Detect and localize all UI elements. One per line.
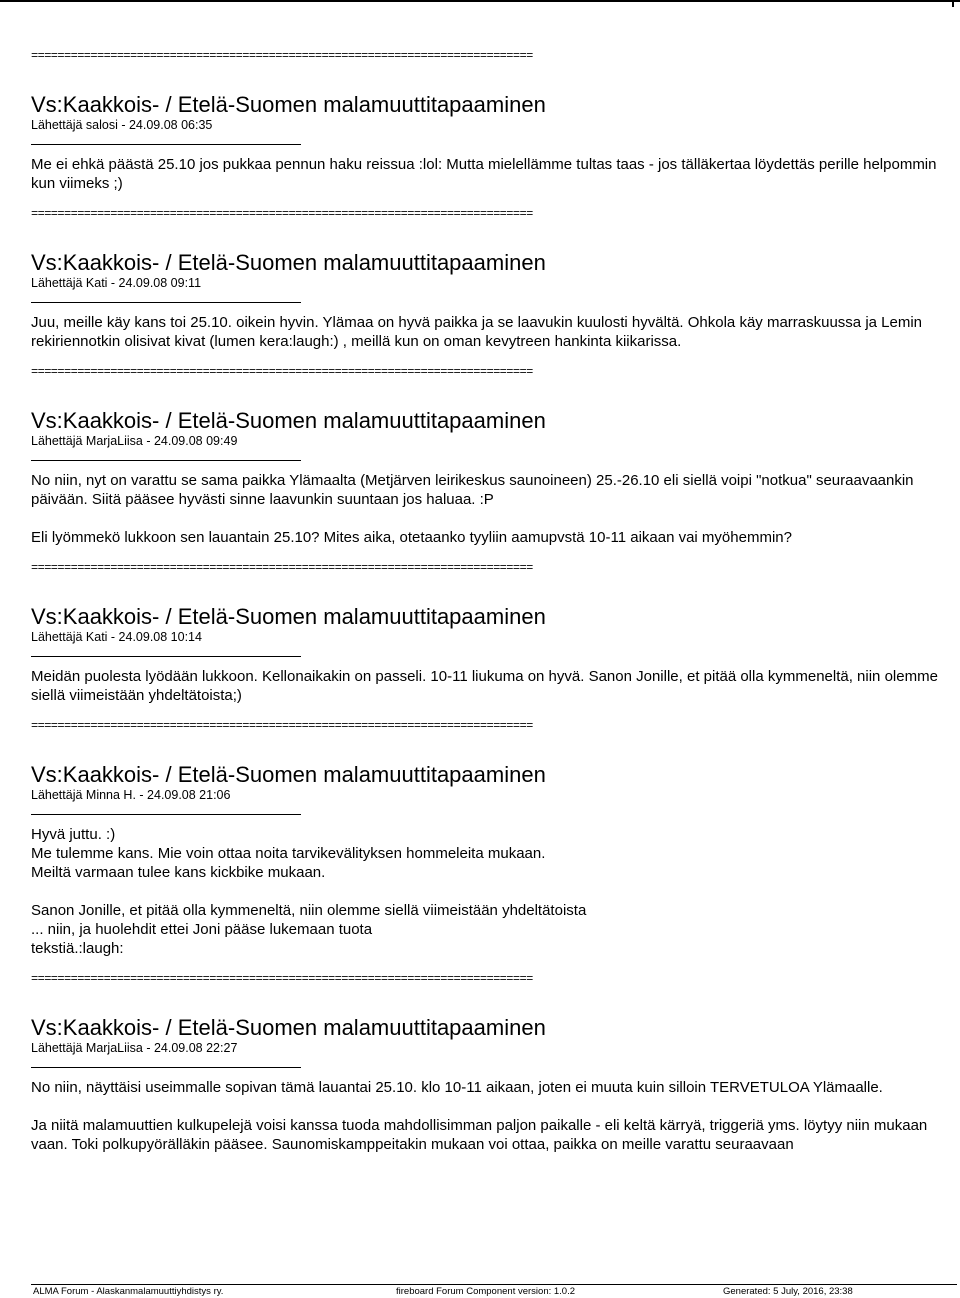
post-text-line: Eli lyömmekö lukkoon sen lauantain 25.10? Mites aika, otetaanko tyyliin aamupvstä 10-11 aikaan vai myöhemmin?: [31, 529, 792, 546]
post-title: Vs:Kaakkois- / Etelä-Suomen malamuuttitapaaminen: [31, 604, 546, 629]
post-text-line: Sanon Jonille, et pitää olla kymmeneltä, niin olemme siellä viimeistään yhdeltätoista: [31, 902, 587, 919]
post-title: Vs:Kaakkois- / Etelä-Suomen malamuuttitapaaminen: [31, 762, 546, 787]
post-header-rule: [31, 302, 301, 303]
post-header-rule: [31, 460, 301, 461]
post-text-line: Meiltä varmaan tulee kans kickbike mukaan.: [31, 864, 326, 881]
footer-component-version: fireboard Forum Component version: 1.0.2: [396, 1286, 576, 1297]
post-body: [31, 667, 957, 705]
post-separator: ============================================================================: [31, 49, 533, 63]
post-author-date: Lähettäjä MarjaLiisa - 24.09.08 09:49: [31, 434, 238, 448]
post-header-rule: [31, 144, 301, 145]
post-body: [31, 1078, 957, 1154]
post-paragraph: [31, 1078, 957, 1097]
footer-generated-date: Generated: 5 July, 2016, 23:38: [723, 1286, 853, 1297]
post-text-line: Meidän puolesta lyödään lukkoon. Kellonaikakin on passeli. 10-11 liukuma on hyvä. Sanon Jonille, et pitää olla kymmeneltä, niin olemme siellä viimeistään yhdeltätoista;): [31, 668, 938, 704]
post-title: Vs:Kaakkois- / Etelä-Suomen malamuuttitapaaminen: [31, 408, 546, 433]
post-paragraph: [31, 155, 957, 193]
top-rule-tick: [952, 0, 954, 7]
post-separator: ============================================================================: [31, 365, 533, 379]
post-author-date: Lähettäjä Kati - 24.09.08 09:11: [31, 276, 202, 290]
post-paragraph: [31, 1116, 957, 1154]
post-body: [31, 471, 957, 547]
post-author-date: Lähettäjä MarjaLiisa - 24.09.08 22:27: [31, 1041, 238, 1055]
post-paragraph: [31, 901, 957, 958]
post-body: [31, 825, 957, 958]
post-header-rule: [31, 1067, 301, 1068]
post-paragraph: [31, 471, 957, 509]
post-body: [31, 155, 957, 193]
page-footer: [31, 1284, 957, 1298]
post-text-line: ... niin, ja huolehdit ettei Joni pääse lukemaan tuota: [31, 921, 373, 938]
post-header-rule: [31, 814, 301, 815]
post-paragraph: [31, 667, 957, 705]
post-body: [31, 313, 957, 351]
post-title: Vs:Kaakkois- / Etelä-Suomen malamuuttitapaaminen: [31, 250, 546, 275]
post-paragraph: [31, 313, 957, 351]
post-title: Vs:Kaakkois- / Etelä-Suomen malamuuttitapaaminen: [31, 92, 546, 117]
top-rule: [0, 0, 960, 2]
post-text-line: Hyvä juttu. :): [31, 826, 116, 843]
footer-site-name: ALMA Forum - Alaskanmalamuuttiyhdistys ry.: [33, 1286, 224, 1297]
post-title: Vs:Kaakkois- / Etelä-Suomen malamuuttitapaaminen: [31, 1015, 546, 1040]
post-text-line: tekstiä.:laugh:: [31, 940, 124, 957]
post-text-line: Me tulemme kans. Mie voin ottaa noita tarvikevälityksen hommeleita mukaan.: [31, 845, 546, 862]
post-text-line: Ja niitä malamuuttien kulkupelejä voisi kanssa tuoda mahdollisimman paljon paikalle - eli keltä kärryä, triggeriä yms. löytyy niin mukaan vaan. Toki polkupyörälläkin pääsee. Saunomiskamppeitakin mukaan voi ottaa, paikka on meille varattu seuraavaan: [31, 1117, 928, 1153]
post-separator: ============================================================================: [31, 207, 533, 221]
post-text-line: No niin, nyt on varattu se sama paikka Ylämaalta (Metjärven leirikeskus saunoineen) 25.-26.10 eli siellä voipi "notkua" seuraavaankin päivään. Siitä pääsee hyvästi sinne laavunkin suuntaan jos haluaa. :P: [31, 472, 914, 508]
post-author-date: Lähettäjä Minna H. - 24.09.08 21:06: [31, 788, 231, 802]
post-separator: ============================================================================: [31, 719, 533, 733]
post-text-line: Juu, meille käy kans toi 25.10. oikein hyvin. Ylämaa on hyvä paikka ja se laavukin kuulosti hyvältä. Ohkola käy marraskuussa ja Lemin rekiriennotkin olisivat kivat (lumen kera:laugh:) , meillä kun on oman kevytreen hankinta kiikarissa.: [31, 314, 923, 350]
post-list: [31, 49, 957, 1154]
post-text-line: Me ei ehkä päästä 25.10 jos pukkaa pennun haku reissua :lol: Mutta mielellämme tultas taas - jos tälläkertaa löydettäs perille helpommin kun viimeks ;): [31, 156, 937, 192]
post-separator: ============================================================================: [31, 972, 533, 986]
post-separator: ============================================================================: [31, 561, 533, 575]
post-author-date: Lähettäjä Kati - 24.09.08 10:14: [31, 630, 202, 644]
post-text-line: No niin, näyttäisi useimmalle sopivan tämä lauantai 25.10. klo 10-11 aikaan, joten ei muuta kuin silloin TERVETULOA Ylämaalle.: [31, 1079, 883, 1096]
post-paragraph: [31, 825, 957, 882]
post-paragraph: [31, 528, 957, 547]
post-header-rule: [31, 656, 301, 657]
post-author-date: Lähettäjä salosi - 24.09.08 06:35: [31, 118, 213, 132]
